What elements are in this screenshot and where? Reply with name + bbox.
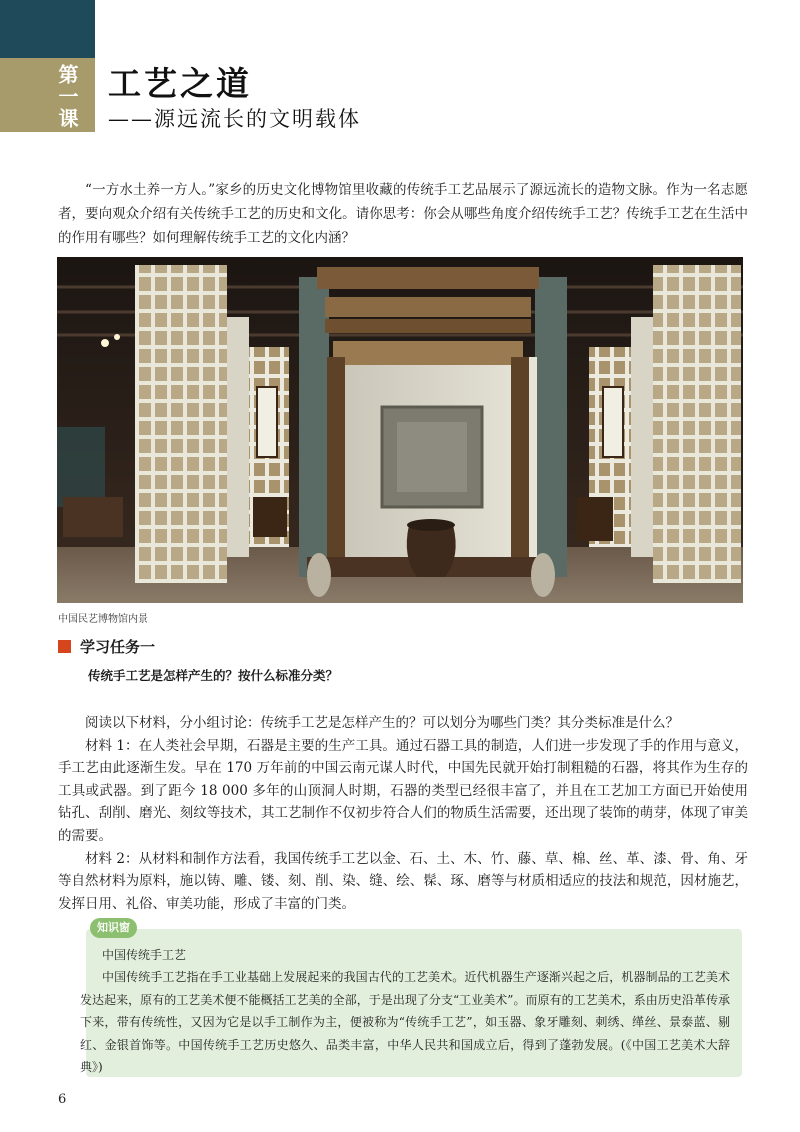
photo-caption: 中国民艺博物馆内景 (58, 614, 148, 625)
lesson-tag: 第一课 (55, 64, 79, 130)
task-marker-icon (58, 640, 71, 653)
page-title: 工艺之道 (108, 64, 252, 103)
reading-materials (58, 712, 748, 915)
intro-paragraph: “一方水土养一方人。”家乡的历史文化博物馆里收藏的传统手工艺品展示了源远流长的造物文脉。作为一名志愿者，要向观众介绍有关传统手工艺的历史和文化。请你思考：你会从哪些角度介绍传统手工艺？传统手工艺在生活中的作用有哪些？如何理解传统手工艺的文化内涵？ (58, 182, 748, 246)
knowledge-title: 中国传统手工艺 (102, 948, 187, 962)
body-paragraph: 材料 1：在人类社会早期，石器是主要的生产工具。通过石器工具的制造，人们进一步发现了手的作用与意义，手工艺由此逐渐生发。早在 170 万年前的中国云南元谋人时代，中国先民就开始打制粗糙的石器，将其作为生存的工具或武器。到了距今 18 000 多年的山顶洞人时期，石器的类型已经很丰富了，并且在工艺加工方面已开始使用钻孔、刮削、磨光、刻纹等技术，其工艺制作不仅初步符合人们的物质生活需要，还出现了装饰的萌芽，体现了审美的需要。 (58, 737, 748, 844)
knowledge-tag: 知识窗 (90, 918, 137, 938)
knowledge-body: 中国传统手工艺指在手工业基础上发展起来的我国古代的工艺美术。近代机器生产逐渐兴起之后，机器制品的工艺美术发达起来，原有的工艺美术便不能概括工艺美的全部，于是出现了分支“工业美术”。而原有的工艺美术，系由历史沿革传承下来，带有传统性，又因为它是以手工制作为主，便被称为“传统手工艺”，如玉器、象牙雕刻、刺绣、缂丝、景泰蓝、剔红、金银首饰等。中国传统手工艺历史悠久、品类丰富，中华人民共和国成立后，得到了蓬勃发展。(《中国工艺美术大辞典》) (80, 970, 730, 1074)
task-heading: 学习任务一 (80, 638, 156, 656)
task-question: 传统手工艺是怎样产生的？按什么标准分类？ (88, 668, 339, 683)
museum-photo (57, 257, 743, 603)
body-paragraph: 材料 2：从材料和制作方法看，我国传统手工艺以金、石、土、木、竹、藤、草、棉、丝、革、漆、骨、角、牙等自然材料为原料，施以铸、雕、镂、刻、削、染、缝、绘、髹、琢、磨等与材质相适应的技法和规范，因材施艺，发挥日用、礼俗、审美功能，形成了丰富的门类。 (58, 850, 748, 912)
body-paragraph: 阅读以下材料，分小组讨论：传统手工艺是怎样产生的？可以划分为哪些门类？其分类标准是什么？ (85, 715, 679, 731)
page-number: 6 (58, 1092, 67, 1107)
corner-block-dark (0, 0, 95, 58)
page-subtitle: ——源远流长的文明载体 (108, 107, 361, 131)
